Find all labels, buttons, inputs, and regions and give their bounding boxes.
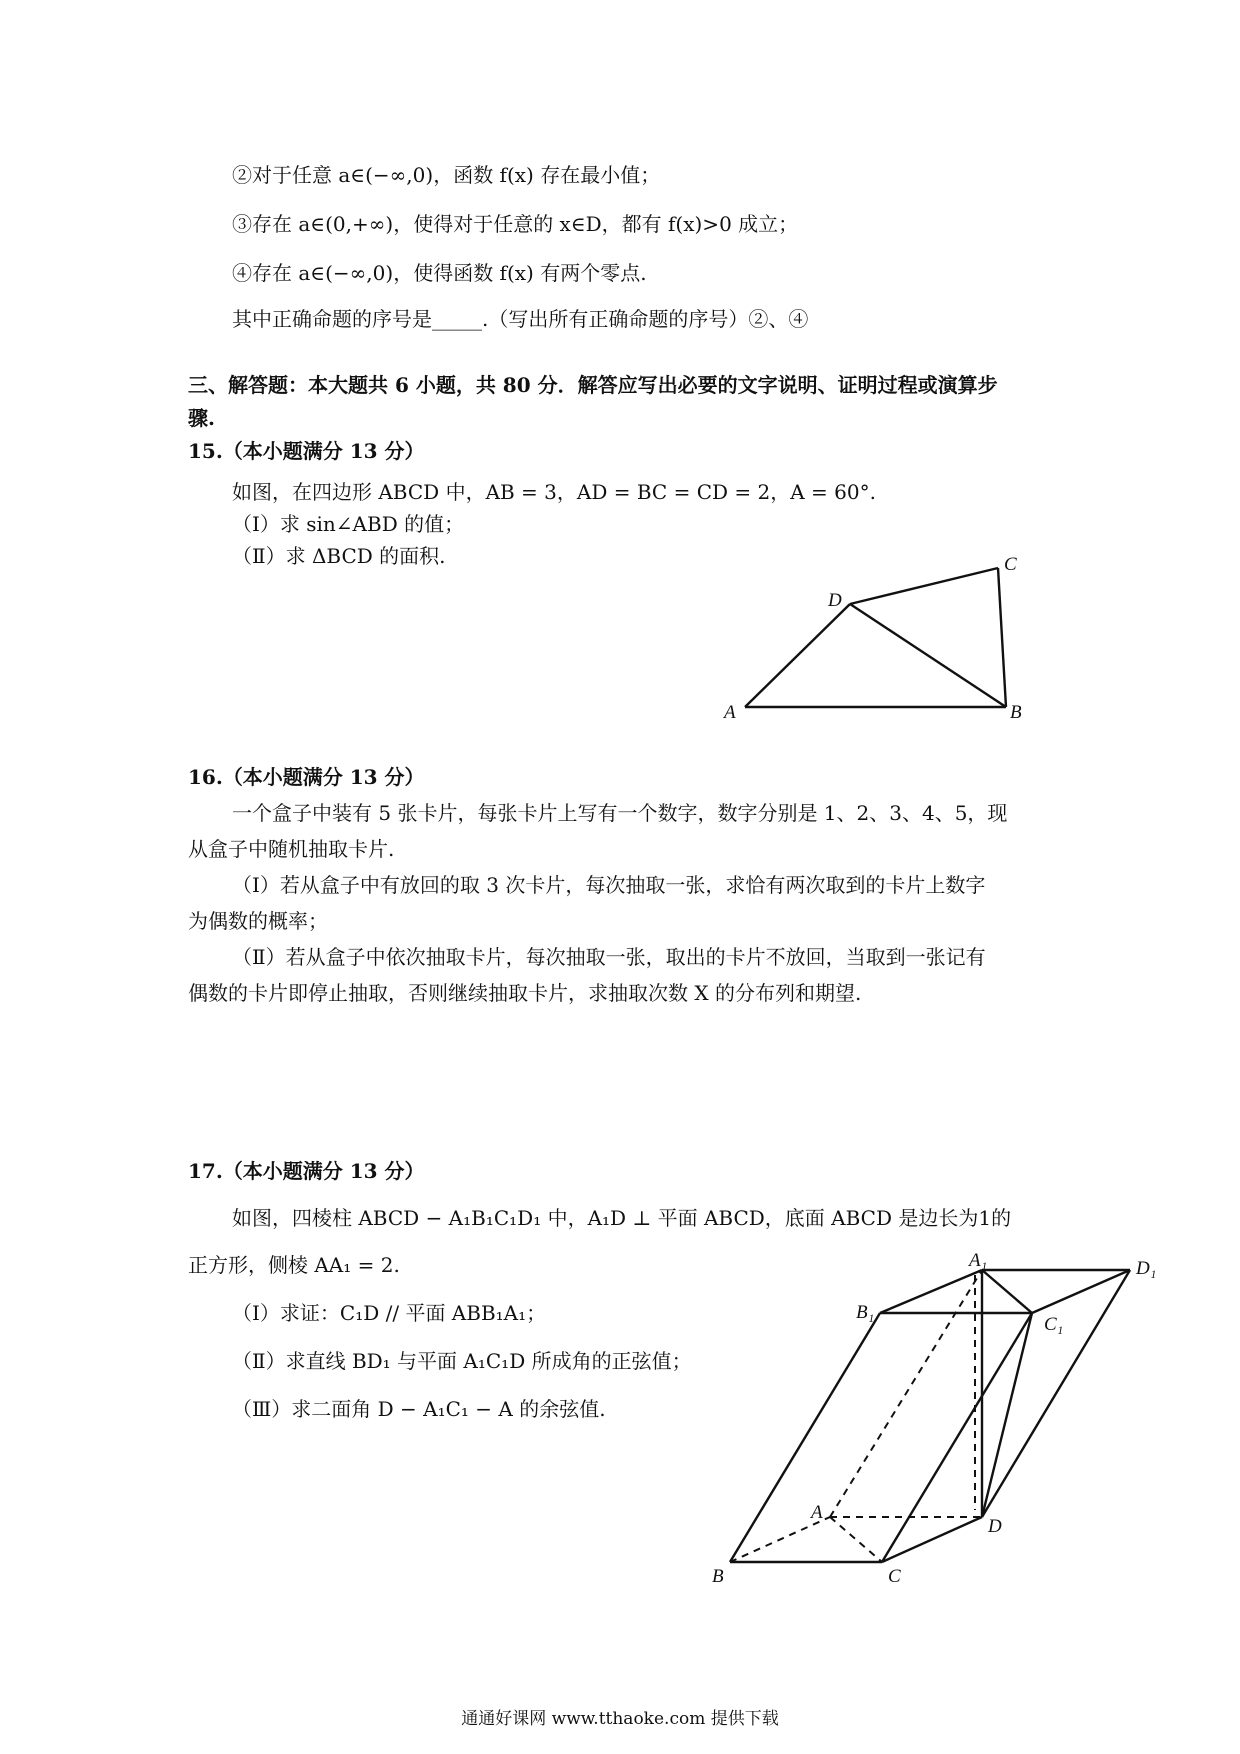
fill-blank-answer: 其中正确命题的序号是_____.（写出所有正确命题的序号）②、④ xyxy=(232,307,809,331)
q16-line2: 从盒子中随机抽取卡片. xyxy=(188,837,395,861)
q16-part1: （Ⅰ）若从盒子中有放回的取 3 次卡片，每次抽取一张，求恰有两次取到的卡片上数字 xyxy=(232,873,986,897)
proposition-4: ④存在 a∈(−∞,0)，使得函数 f(x) 有两个零点. xyxy=(232,261,647,285)
q16-part2: （Ⅱ）若从盒子中依次抽取卡片，每次抽取一张，取出的卡片不放回，当取到一张记有 xyxy=(232,945,986,969)
hidden-edge-a-a1 xyxy=(830,1270,982,1517)
edge-c1-d xyxy=(982,1313,1032,1517)
hidden-edge-b-a xyxy=(730,1517,830,1562)
edge-c-d xyxy=(882,1517,982,1562)
label-b: B xyxy=(712,1566,724,1587)
edge-d-d1 xyxy=(982,1270,1130,1517)
section-3-heading: 三、解答题：本大题共 6 小题，共 80 分．解答应写出必要的文字说明、证明过程或演算步 xyxy=(188,373,998,397)
proposition-2: ②对于任意 a∈(−∞,0)，函数 f(x) 存在最小值； xyxy=(232,163,661,187)
q16-part1-cont: 为偶数的概率； xyxy=(188,909,328,933)
label-d1: D₁ xyxy=(1136,1258,1157,1279)
edge-d1-c1 xyxy=(1032,1270,1130,1313)
q17-line2: 正方形，侧棱 AA₁ = 2. xyxy=(188,1253,400,1277)
label-b1: B₁ xyxy=(856,1302,875,1323)
proposition-3: ③存在 a∈(0,+∞)，使得对于任意的 x∈D，都有 f(x)>0 成立； xyxy=(232,212,799,236)
q16-line1: 一个盒子中装有 5 张卡片，每张卡片上写有一个数字，数字分别是 1、2、3、4、5，现 xyxy=(232,801,1008,825)
label-c: C xyxy=(888,1566,901,1587)
section-3-heading-cont: 骤. xyxy=(188,406,215,430)
label-d: D xyxy=(988,1516,1002,1537)
edge-c-c1 xyxy=(882,1313,1032,1562)
q15-stem: 如图，在四边形 ABCD 中，AB = 3，AD = BC = CD = 2，A = 60°. xyxy=(232,480,876,504)
page-footer: 通通好课网 www.tthaoke.com 提供下载 xyxy=(461,1709,779,1729)
edge-a1-c1 xyxy=(982,1270,1032,1313)
q17-heading: 17.（本小题满分 13 分） xyxy=(188,1159,425,1183)
q17-line1: 如图，四棱柱 ABCD − A₁B₁C₁D₁ 中，A₁D ⊥ 平面 ABCD，底面 ABCD 是边长为1的 xyxy=(232,1206,1012,1230)
q15-part1: （Ⅰ）求 sin∠ABD 的值； xyxy=(232,512,465,536)
label-a1: A₁ xyxy=(969,1250,988,1271)
q16-heading: 16.（本小题满分 13 分） xyxy=(188,765,425,789)
q15-part2: （Ⅱ）求 ΔBCD 的面积. xyxy=(232,544,446,568)
q16-part2-cont: 偶数的卡片即停止抽取，否则继续抽取卡片，求抽取次数 X 的分布列和期望. xyxy=(188,981,862,1005)
label-a: A xyxy=(724,702,736,723)
q17-part3: （Ⅲ）求二面角 D − A₁C₁ − A 的余弦值. xyxy=(232,1397,606,1421)
q17-part2: （Ⅱ）求直线 BD₁ 与平面 A₁C₁D 所成角的正弦值； xyxy=(232,1349,692,1373)
q17-part1: （Ⅰ）求证：C₁D // 平面 ABB₁A₁； xyxy=(232,1301,547,1325)
label-a: A xyxy=(811,1502,823,1523)
label-c1: C₁ xyxy=(1044,1314,1064,1335)
label-b: B xyxy=(1010,702,1022,723)
label-d: D xyxy=(828,590,842,611)
hidden-edge-a-c xyxy=(830,1517,882,1562)
q15-heading: 15.（本小题满分 13 分） xyxy=(188,439,425,463)
edge-b-b1 xyxy=(730,1313,880,1562)
edge-b1-a1 xyxy=(880,1270,982,1313)
label-c: C xyxy=(1004,554,1017,575)
